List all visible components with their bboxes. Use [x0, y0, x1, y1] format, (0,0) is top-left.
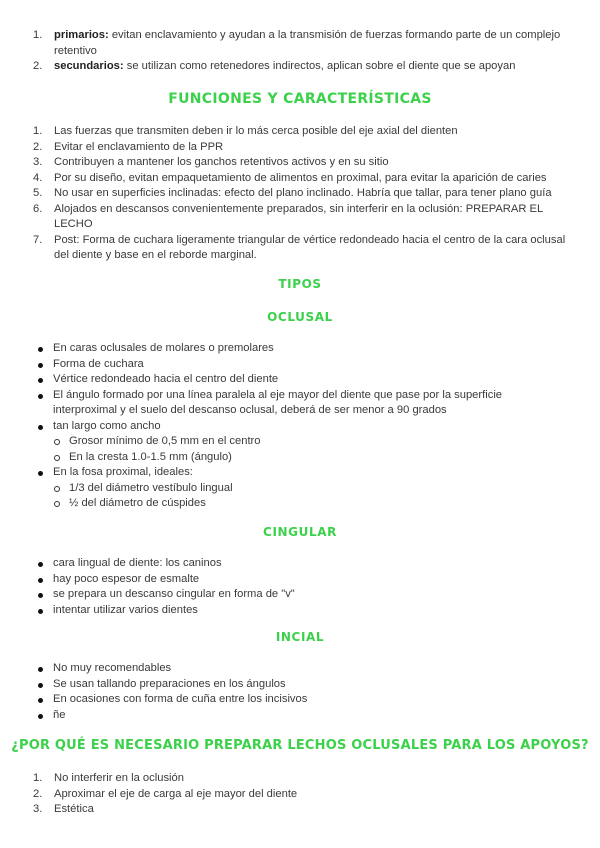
intro-list	[33, 28, 573, 75]
item-text: En la fosa proximal, ideales:	[53, 466, 193, 478]
sub-list	[53, 481, 567, 512]
list-item	[37, 692, 567, 708]
item-text: No interferir en la oclusión	[54, 772, 184, 784]
item-text: Por su diseño, evitan empaquetamiento de alimentos en proximal, para evitar la aparición de caries	[54, 171, 547, 184]
item-text: El ángulo formado por una línea paralela al eje mayor del diente que pase por la superficie interproximal y el suelo del descanso oclusal, deberá de ser menor a 90 grados	[53, 388, 503, 416]
item-number: 6.	[33, 202, 43, 215]
list-item	[33, 787, 573, 803]
sub-list-item	[53, 434, 567, 450]
bullet-icon	[38, 425, 43, 430]
bullet-icon	[38, 378, 43, 383]
list-item	[37, 388, 567, 419]
circle-bullet-icon	[54, 439, 60, 445]
bullet-icon	[38, 683, 43, 688]
list-item	[37, 603, 567, 619]
list-item	[33, 59, 573, 75]
list-item	[37, 677, 567, 693]
item-number: 3.	[33, 803, 43, 815]
list-item	[33, 186, 575, 202]
funciones-list	[33, 124, 575, 264]
bullet-icon	[38, 394, 43, 399]
oclusal-heading: OCLUSAL	[267, 310, 333, 324]
item-text: Estética	[54, 803, 94, 815]
list-item	[37, 357, 567, 373]
item-number: 4.	[33, 171, 43, 184]
sub-list-item	[53, 496, 567, 512]
item-text: No usar en superficies inclinadas: efecto del plano inclinado. Habría que tallar, para tener plano guía	[54, 187, 552, 199]
list-item	[33, 140, 575, 156]
bullet-icon	[38, 714, 43, 719]
list-item	[33, 233, 575, 264]
item-number: 7.	[33, 233, 43, 246]
list-item	[33, 155, 575, 171]
item-number: 2.	[33, 60, 43, 72]
item-term: secundarios:	[54, 60, 124, 72]
list-item	[37, 372, 567, 388]
item-number: 2.	[33, 140, 43, 153]
bullet-icon	[38, 347, 43, 352]
por-que-list	[33, 771, 573, 818]
list-item	[33, 802, 573, 818]
item-text: ñe	[53, 708, 66, 721]
por-que-heading: ¿POR QUÉ ES NECESARIO PREPARAR LECHOS OCLUSALES PARA LOS APOYOS?	[11, 738, 589, 753]
item-text: cara lingual de diente: los caninos	[53, 557, 222, 569]
item-text: Post: Forma de cuchara ligeramente triangular de vértice redondeado hacia el centro de la cara oclusal del diente y base en el reborde marginal.	[54, 233, 566, 261]
item-number: 1.	[33, 772, 43, 784]
list-item	[37, 465, 567, 512]
item-text: Contribuyen a mantener los ganchos retentivos activos y en su sitio	[54, 156, 389, 168]
bullet-icon	[38, 593, 43, 598]
item-number: 1.	[33, 125, 43, 137]
item-text: hay poco espesor de esmalte	[53, 572, 200, 585]
circle-bullet-icon	[54, 455, 60, 461]
item-number: 5.	[33, 187, 43, 199]
item-text: No muy recomendables	[53, 662, 172, 674]
list-item	[37, 587, 567, 603]
cingular-heading: CINGULAR	[263, 525, 337, 539]
item-text: En la cresta 1.0-1.5 mm (ángulo)	[69, 450, 232, 463]
bullet-icon	[38, 562, 43, 567]
funciones-heading: FUNCIONES Y CARACTERÍSTICAS	[168, 91, 432, 107]
sub-list-item	[53, 450, 567, 466]
bullet-icon	[38, 578, 43, 583]
list-item	[33, 771, 573, 787]
list-item	[37, 661, 567, 677]
list-item	[33, 124, 575, 140]
list-item	[37, 419, 567, 466]
bullet-icon	[38, 667, 43, 672]
tipos-heading: TIPOS	[278, 277, 322, 291]
list-item	[33, 202, 575, 233]
item-term: primarios:	[54, 29, 109, 41]
item-text: Forma de cuchara	[53, 357, 144, 370]
list-item	[33, 28, 573, 59]
item-text: Grosor mínimo de 0,5 mm en el centro	[69, 435, 261, 447]
item-text: Evitar el enclavamiento de la PPR	[54, 140, 224, 153]
cingular-list	[37, 556, 567, 618]
incisal-heading: INCIAL	[275, 630, 325, 644]
item-text: 1/3 del diámetro vestíbulo lingual	[69, 481, 233, 494]
item-text: Se usan tallando preparaciones en los ángulos	[53, 677, 286, 690]
sub-list-item	[53, 481, 567, 497]
list-item	[37, 341, 567, 357]
item-text: Aproximar el eje de carga al eje mayor del diente	[54, 787, 298, 800]
bullet-icon	[38, 698, 43, 703]
bullet-icon	[38, 471, 43, 476]
list-item	[37, 572, 567, 588]
list-item	[33, 171, 575, 187]
circle-bullet-icon	[54, 486, 60, 492]
item-text: intentar utilizar varios dientes	[53, 603, 198, 616]
incisal-list	[37, 661, 567, 723]
bullet-icon	[38, 609, 43, 614]
item-text: En caras oclusales de molares o premolares	[53, 342, 274, 354]
item-text: evitan enclavamiento y ayudan a la transmisión de fuerzas formando parte de un complejo retentivo	[54, 29, 561, 57]
list-item	[37, 708, 567, 724]
item-number: 1.	[33, 29, 43, 41]
item-text: En ocasiones con forma de cuña entre los incisivos	[53, 693, 308, 705]
item-text: tan largo como ancho	[53, 419, 161, 432]
item-text: Vértice redondeado hacia el centro del diente	[53, 373, 279, 385]
sub-list	[53, 434, 567, 465]
list-item	[37, 556, 567, 572]
item-number: 3.	[33, 156, 43, 168]
circle-bullet-icon	[54, 501, 60, 507]
item-text: Alojados en descansos convenientemente preparados, sin interferir en la oclusión: PREPARAR EL LECHO	[54, 202, 543, 230]
item-text: se prepara un descanso cingular en forma de "v"	[53, 588, 295, 600]
item-text: ½ del diámetro de cúspides	[69, 497, 206, 509]
item-text: se utilizan como retenedores indirectos, aplican sobre el diente que se apoyan	[123, 60, 516, 72]
oclusal-list	[37, 341, 567, 512]
bullet-icon	[38, 363, 43, 368]
item-number: 2.	[33, 787, 43, 800]
item-text: Las fuerzas que transmiten deben ir lo más cerca posible del eje axial del dienten	[54, 125, 458, 137]
